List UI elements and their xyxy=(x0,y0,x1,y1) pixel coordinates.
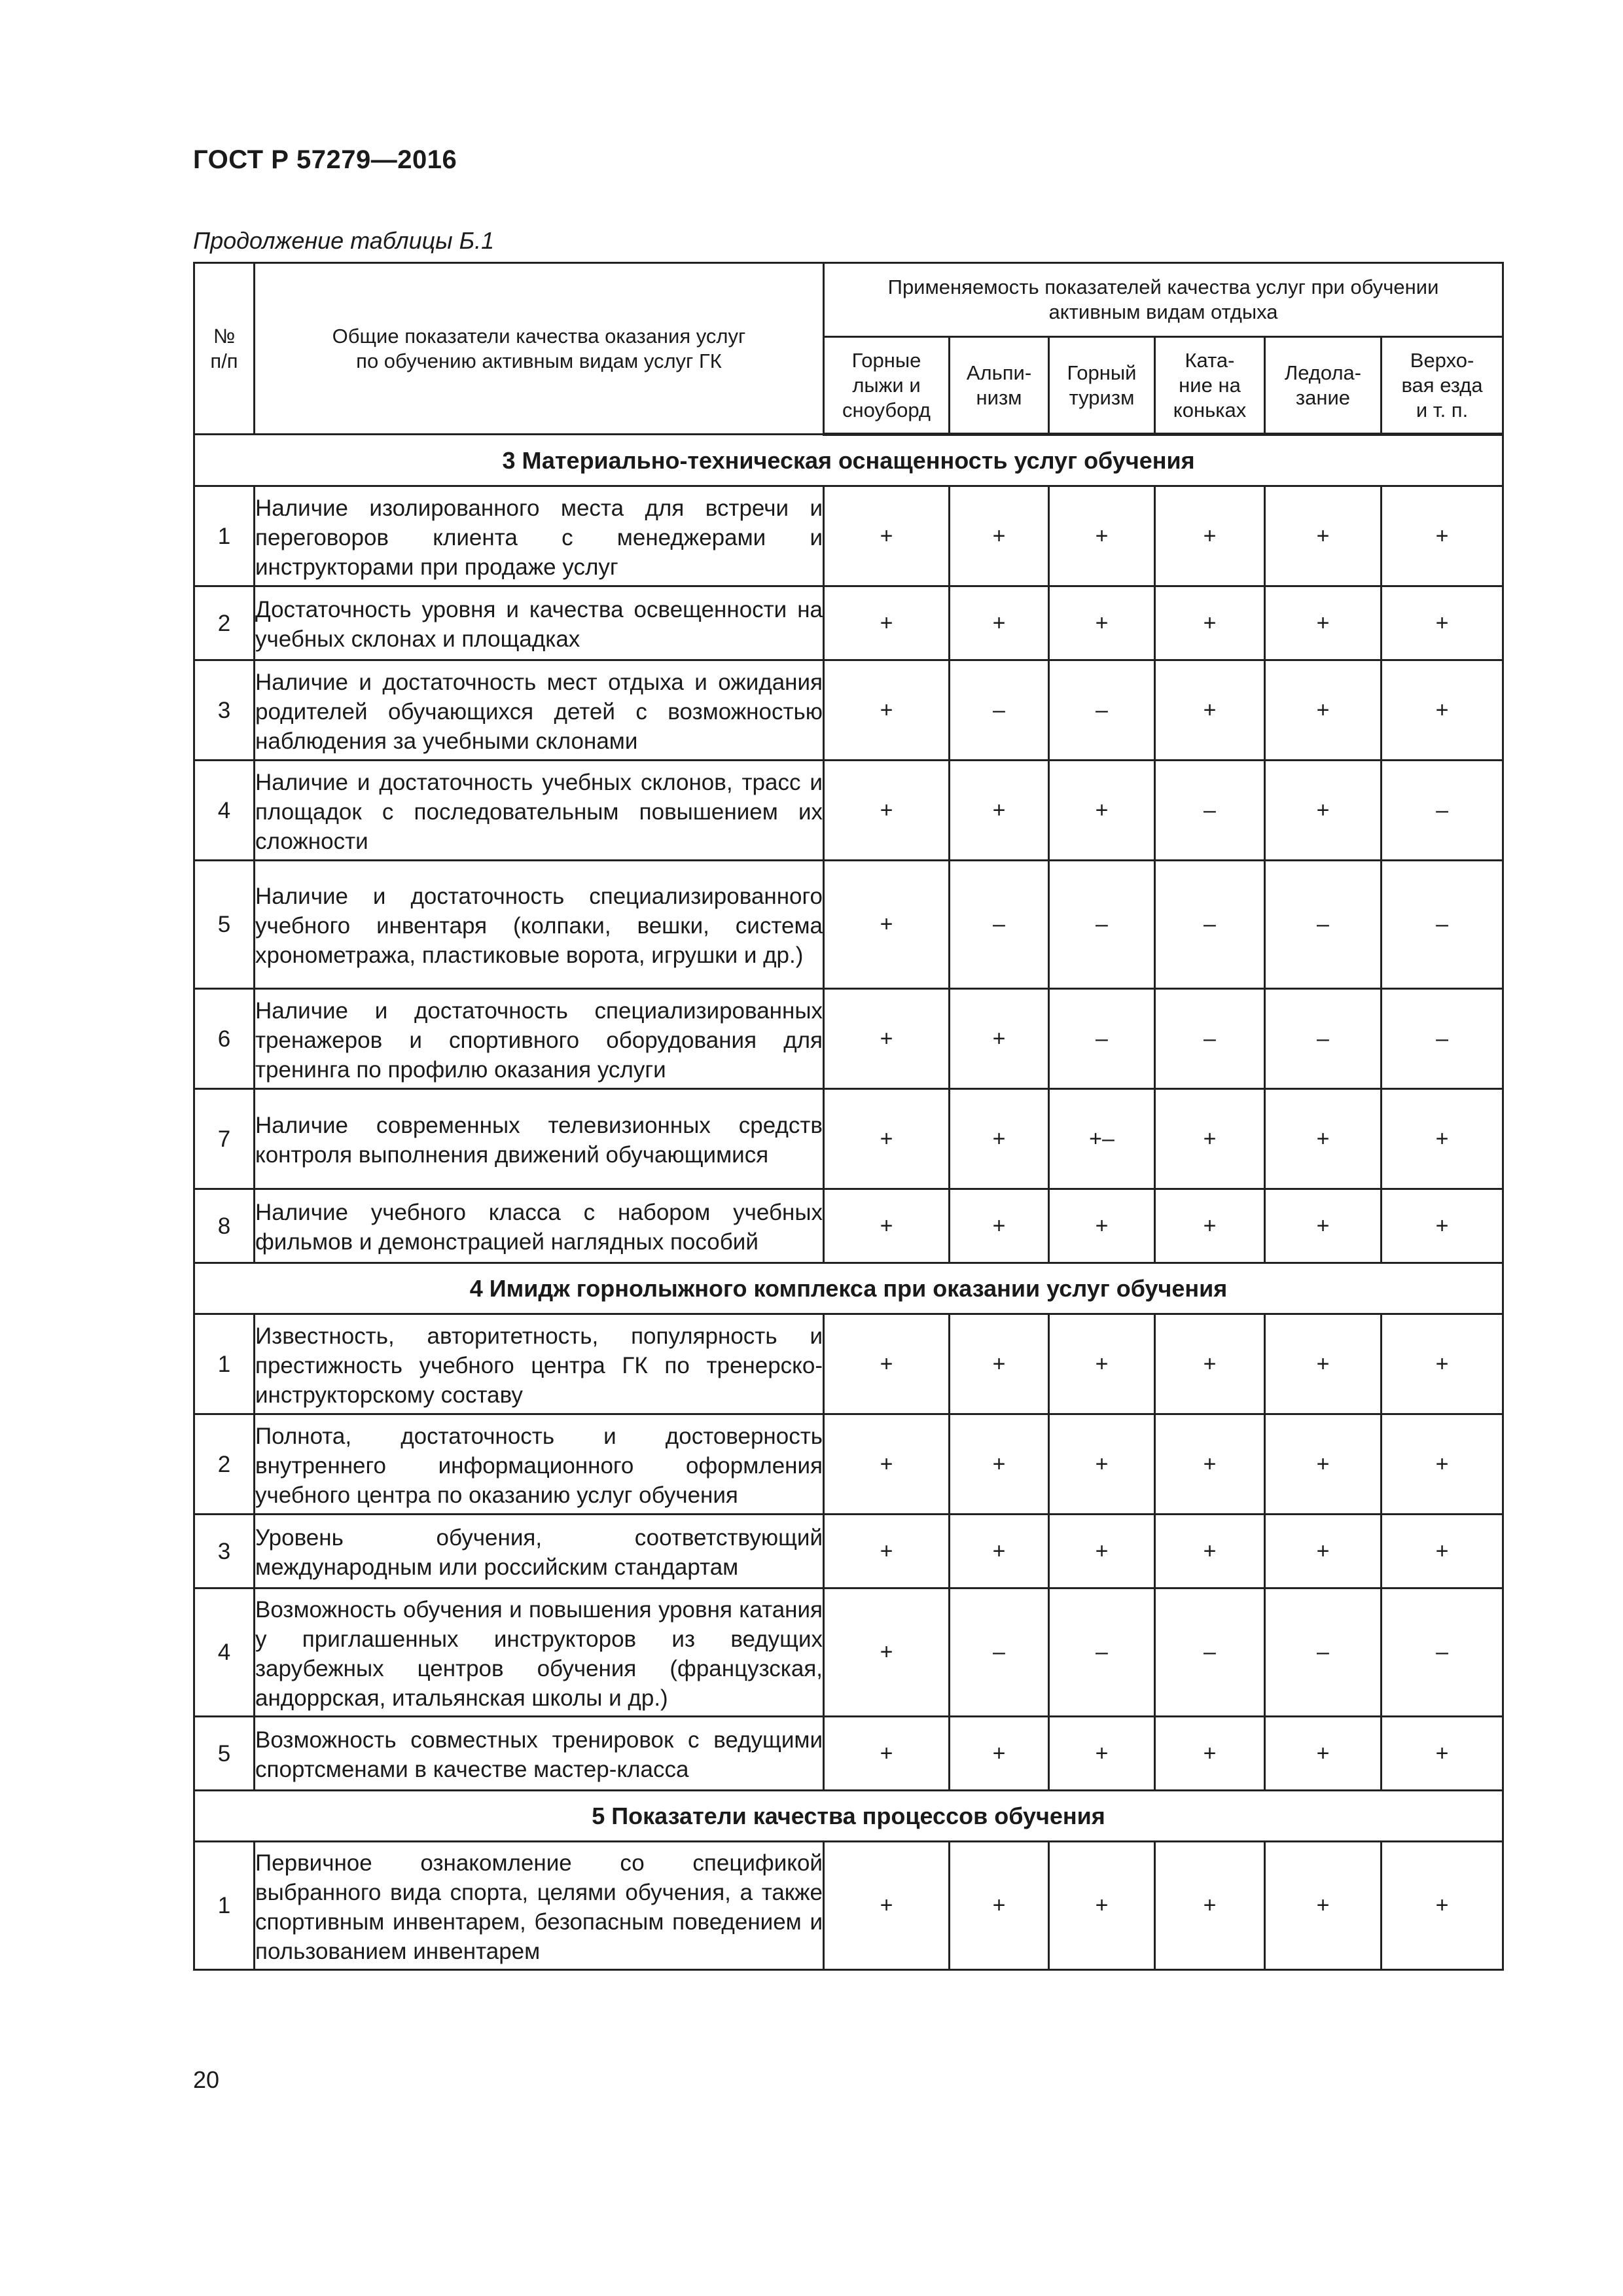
applicability-mark: + xyxy=(1382,1314,1503,1414)
applicability-mark: + xyxy=(1382,486,1503,586)
applicability-mark: + xyxy=(1265,1089,1382,1189)
applicability-mark: + xyxy=(824,660,950,761)
applicability-mark: + xyxy=(1049,761,1155,861)
applicability-mark: – xyxy=(1049,660,1155,761)
subcolumn-header xyxy=(1382,337,1503,435)
applicability-mark: + xyxy=(824,1515,950,1588)
applicability-mark: + xyxy=(1049,1314,1155,1414)
applicability-mark: – xyxy=(1382,761,1503,861)
row-number: 7 xyxy=(194,1089,255,1189)
applicability-mark: – xyxy=(1049,1588,1155,1717)
applicability-mark: + xyxy=(1265,1842,1382,1970)
applicability-mark: + xyxy=(1155,1717,1265,1791)
row-number: 8 xyxy=(194,1189,255,1263)
row-number: 3 xyxy=(194,1515,255,1588)
indicator-text: Наличие учебного класса с набором учебных фильмов и демонстрацией наглядных пособий xyxy=(255,1200,823,1255)
indicator-text-cell xyxy=(255,1515,824,1588)
applicability-mark: + xyxy=(1382,660,1503,761)
row-number: 5 xyxy=(194,861,255,989)
column-group-label: Применяемость показателей качества услуг при обучении активным видам отдыха xyxy=(887,276,1439,323)
applicability-mark: + xyxy=(824,1842,950,1970)
indicator-text: Возможность совместных тренировок с ведущими спортсменами в качестве мастер-класса xyxy=(255,1727,823,1782)
subcolumn-header-label: Горный туризм xyxy=(1067,361,1137,409)
applicability-mark: + xyxy=(1382,1717,1503,1791)
applicability-mark: – xyxy=(950,660,1049,761)
page-number: 20 xyxy=(193,2066,220,2093)
indicator-text: Полнота, достаточность и достоверность внутреннего информационного оформления учебного центра по оказанию услуг обучения xyxy=(255,1423,823,1508)
indicator-text: Наличие и достаточность специализированного учебного инвентаря (колпаки, вешки, система хронометража, пластиковые ворота, игрушки и др.) xyxy=(255,884,823,968)
applicability-mark: – xyxy=(1265,989,1382,1089)
applicability-mark: – xyxy=(1155,989,1265,1089)
section-title: 4 Имидж горнолыжного комплекса при оказании услуг обучения xyxy=(194,1263,1503,1314)
row-number: 1 xyxy=(194,1842,255,1970)
indicator-text: Известность, авторитетность, популярность и престижность учебного центра ГК по тренерско-инструкторскому составу xyxy=(255,1323,823,1408)
indicator-text-cell xyxy=(255,1588,824,1717)
table-row xyxy=(194,1414,1503,1515)
section-title: 5 Показатели качества процессов обучения xyxy=(194,1791,1503,1842)
applicability-mark: + xyxy=(1382,1089,1503,1189)
indicator-text-cell xyxy=(255,1717,824,1791)
applicability-mark: + xyxy=(1265,660,1382,761)
subcolumn-header xyxy=(1155,337,1265,435)
indicator-text: Наличие и достаточность мест отдыха и ожидания родителей обучающихся детей с возможностью наблюдения за учебными склонами xyxy=(255,669,823,754)
table-row xyxy=(194,1588,1503,1717)
applicability-mark: – xyxy=(1155,761,1265,861)
applicability-mark: – xyxy=(1382,989,1503,1089)
column-number-label: № п/п xyxy=(210,324,238,372)
applicability-mark: + xyxy=(1155,1314,1265,1414)
table-caption: Продолжение таблицы Б.1 xyxy=(193,227,495,254)
quality-indicators-table xyxy=(193,262,1504,1971)
section-row xyxy=(194,1263,1503,1314)
applicability-mark: + xyxy=(1265,1414,1382,1515)
applicability-mark: – xyxy=(1265,861,1382,989)
applicability-mark: + xyxy=(950,1717,1049,1791)
applicability-mark: + xyxy=(824,1588,950,1717)
row-number: 5 xyxy=(194,1717,255,1791)
section-title: 3 Материально-техническая оснащенность услуг обучения xyxy=(194,435,1503,486)
subcolumn-header-label: Горные лыжи и сноуборд xyxy=(842,348,931,422)
applicability-mark: – xyxy=(1265,1588,1382,1717)
applicability-mark: + xyxy=(1155,1414,1265,1515)
applicability-mark: + xyxy=(824,1414,950,1515)
applicability-mark: + xyxy=(950,586,1049,660)
table-row xyxy=(194,989,1503,1089)
indicator-text: Первичное ознакомление со спецификой выбранного вида спорта, целями обучения, а также спортивным инвентарем, безопасным поведением и пользованием инвентарем xyxy=(255,1850,823,1964)
row-number: 4 xyxy=(194,761,255,861)
column-indicator-label: Общие показатели качества оказания услуг по обучению активным видам услуг ГК xyxy=(332,324,746,372)
applicability-mark: – xyxy=(950,861,1049,989)
table-row xyxy=(194,1515,1503,1588)
row-number: 1 xyxy=(194,486,255,586)
applicability-mark: + xyxy=(1265,1189,1382,1263)
row-number: 2 xyxy=(194,1414,255,1515)
indicator-text: Уровень обучения, соответствующий международным или российским стандартам xyxy=(255,1525,823,1580)
indicator-text-cell xyxy=(255,660,824,761)
applicability-mark: + xyxy=(1049,486,1155,586)
row-number: 1 xyxy=(194,1314,255,1414)
subcolumn-header xyxy=(824,337,950,435)
applicability-mark: + xyxy=(950,1189,1049,1263)
applicability-mark: + xyxy=(1049,1842,1155,1970)
indicator-text: Наличие современных телевизионных средств контроля выполнения движений обучающимися xyxy=(255,1113,823,1168)
applicability-mark: + xyxy=(1049,1515,1155,1588)
section-row xyxy=(194,1791,1503,1842)
subcolumn-header xyxy=(950,337,1049,435)
table-row xyxy=(194,1189,1503,1263)
applicability-mark: + xyxy=(824,761,950,861)
table-row xyxy=(194,1089,1503,1189)
applicability-mark: + xyxy=(824,1089,950,1189)
indicator-text: Возможность обучения и повышения уровня катания у приглашенных инструкторов из ведущих зарубежных центров обучения (французская, андоррская, итальянская школы и др.) xyxy=(255,1596,823,1711)
applicability-mark: + xyxy=(950,1314,1049,1414)
indicator-text: Достаточность уровня и качества освещенности на учебных склонах и площадках xyxy=(255,597,823,652)
applicability-mark: + xyxy=(1155,660,1265,761)
applicability-mark: – xyxy=(1049,861,1155,989)
applicability-mark: + xyxy=(1265,1314,1382,1414)
applicability-mark: + xyxy=(1049,1717,1155,1791)
table-body xyxy=(194,435,1503,1970)
applicability-mark: + xyxy=(950,989,1049,1089)
table-row xyxy=(194,1717,1503,1791)
row-number: 6 xyxy=(194,989,255,1089)
applicability-mark: + xyxy=(1155,486,1265,586)
applicability-mark: + xyxy=(1049,1414,1155,1515)
applicability-mark: – xyxy=(950,1588,1049,1717)
applicability-mark: + xyxy=(1049,1189,1155,1263)
subcolumn-header xyxy=(1265,337,1382,435)
row-number: 3 xyxy=(194,660,255,761)
applicability-mark: + xyxy=(1265,486,1382,586)
indicator-text-cell xyxy=(255,1842,824,1970)
table-row xyxy=(194,660,1503,761)
subcolumn-header-label: Альпи- низм xyxy=(966,361,1032,409)
subcolumn-header-label: Ледола- зание xyxy=(1284,361,1362,409)
applicability-mark: – xyxy=(1155,861,1265,989)
subcolumn-header xyxy=(1049,337,1155,435)
applicability-mark: + xyxy=(824,486,950,586)
indicator-text-cell xyxy=(255,486,824,586)
indicator-text-cell xyxy=(255,861,824,989)
applicability-mark: + xyxy=(950,1515,1049,1588)
applicability-mark: + xyxy=(950,486,1049,586)
applicability-mark: + xyxy=(824,1314,950,1414)
applicability-mark: + xyxy=(1265,586,1382,660)
applicability-mark: + xyxy=(1155,1842,1265,1970)
indicator-text-cell xyxy=(255,989,824,1089)
applicability-mark: + xyxy=(1382,1515,1503,1588)
applicability-mark: + xyxy=(1265,1717,1382,1791)
applicability-mark: + xyxy=(1265,761,1382,861)
column-indicator-header xyxy=(255,263,824,435)
row-number: 4 xyxy=(194,1588,255,1717)
applicability-mark: + xyxy=(824,1717,950,1791)
section-row xyxy=(194,435,1503,486)
applicability-mark: + xyxy=(1049,586,1155,660)
subcolumn-header-label: Верхо- вая езда и т. п. xyxy=(1401,348,1483,422)
table-header xyxy=(194,263,1503,435)
applicability-mark: + xyxy=(824,861,950,989)
column-number-header xyxy=(194,263,255,435)
applicability-mark: + xyxy=(824,989,950,1089)
table-row xyxy=(194,486,1503,586)
applicability-mark: + xyxy=(1155,586,1265,660)
table-row xyxy=(194,1314,1503,1414)
row-number: 2 xyxy=(194,586,255,660)
column-group-header xyxy=(824,263,1503,337)
applicability-mark: +– xyxy=(1049,1089,1155,1189)
indicator-text: Наличие изолированного места для встречи и переговоров клиента с менеджерами и инструкторами при продаже услуг xyxy=(255,495,823,580)
applicability-mark: + xyxy=(1265,1515,1382,1588)
indicator-text: Наличие и достаточность специализированных тренажеров и спортивного оборудования для тренинга по профилю оказания услуги xyxy=(255,997,823,1083)
applicability-mark: – xyxy=(1049,989,1155,1089)
applicability-mark: + xyxy=(1382,1842,1503,1970)
indicator-text-cell xyxy=(255,1314,824,1414)
applicability-mark: + xyxy=(1382,1414,1503,1515)
document-header: ГОСТ Р 57279—2016 xyxy=(193,145,457,174)
applicability-mark: + xyxy=(824,586,950,660)
subcolumn-header-label: Ката- ние на коньках xyxy=(1173,348,1247,422)
applicability-mark: + xyxy=(1382,1189,1503,1263)
table-row xyxy=(194,586,1503,660)
applicability-mark: + xyxy=(950,1089,1049,1189)
table-row xyxy=(194,861,1503,989)
applicability-mark: + xyxy=(950,761,1049,861)
indicator-text-cell xyxy=(255,1414,824,1515)
indicator-text-cell xyxy=(255,586,824,660)
applicability-mark: + xyxy=(950,1842,1049,1970)
applicability-mark: – xyxy=(1382,1588,1503,1717)
applicability-mark: + xyxy=(1155,1189,1265,1263)
applicability-mark: + xyxy=(950,1414,1049,1515)
applicability-mark: + xyxy=(1382,586,1503,660)
applicability-mark: + xyxy=(824,1189,950,1263)
applicability-mark: – xyxy=(1382,861,1503,989)
indicator-text-cell xyxy=(255,761,824,861)
applicability-mark: + xyxy=(1155,1089,1265,1189)
indicator-text: Наличие и достаточность учебных склонов, трасс и площадок с последовательным повышением их сложности xyxy=(255,769,823,854)
indicator-text-cell xyxy=(255,1189,824,1263)
applicability-mark: – xyxy=(1155,1588,1265,1717)
applicability-mark: + xyxy=(1155,1515,1265,1588)
table-row xyxy=(194,1842,1503,1970)
table-row xyxy=(194,761,1503,861)
indicator-text-cell xyxy=(255,1089,824,1189)
